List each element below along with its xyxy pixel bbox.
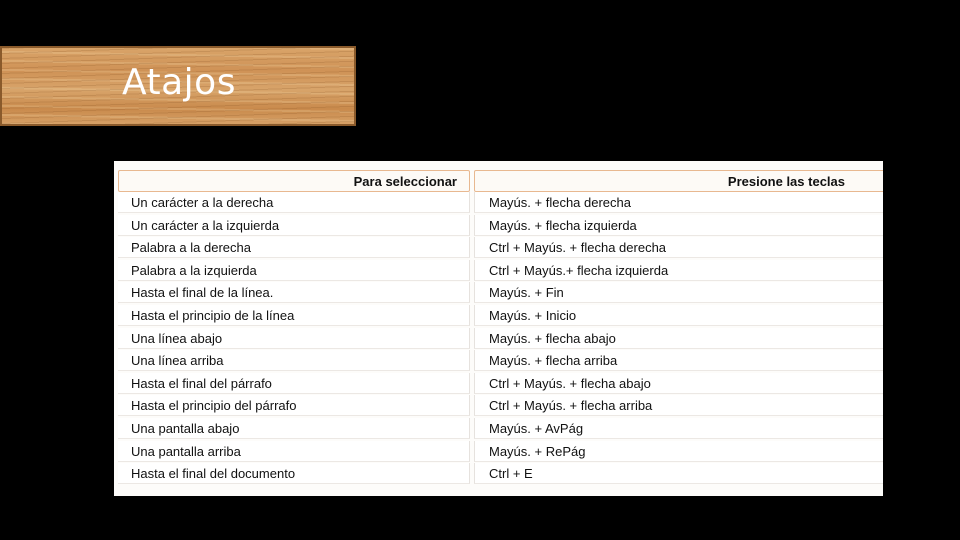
shortcuts-table — [114, 161, 883, 496]
table-row — [118, 192, 883, 213]
table-row — [118, 237, 883, 258]
shortcut-cell: Mayús. + flecha arriba — [474, 350, 883, 371]
shortcut-cell: Ctrl + Mayús. + flecha abajo — [474, 373, 883, 394]
header-keys: Presione las teclas — [474, 170, 883, 192]
table-row — [118, 260, 883, 281]
shortcut-cell: Mayús. + Inicio — [474, 305, 883, 326]
shortcut-cell: Ctrl + Mayús.+ flecha izquierda — [474, 260, 883, 281]
shortcut-cell: Mayús. + Fin — [474, 282, 883, 303]
table-row — [118, 282, 883, 303]
shortcut-cell: Ctrl + Mayús. + flecha derecha — [474, 237, 883, 258]
table-row — [118, 328, 883, 349]
table-row — [118, 441, 883, 462]
header-select: Para seleccionar — [118, 170, 470, 192]
shortcut-cell: Mayús. + RePág — [474, 441, 883, 462]
shortcut-cell: Ctrl + Mayús. + flecha arriba — [474, 395, 883, 416]
table-row — [118, 373, 883, 394]
table-row — [118, 418, 883, 439]
selection-cell: Un carácter a la izquierda — [118, 215, 470, 236]
table-header-row — [118, 170, 883, 192]
selection-cell: Hasta el final de la línea. — [118, 282, 470, 303]
slide-title: Atajos — [122, 62, 236, 103]
table-row — [118, 215, 883, 236]
shortcut-cell: Mayús. + flecha derecha — [474, 192, 883, 213]
table-row — [118, 463, 883, 484]
selection-cell: Un carácter a la derecha — [118, 192, 470, 213]
selection-cell: Una pantalla abajo — [118, 418, 470, 439]
selection-cell: Palabra a la derecha — [118, 237, 470, 258]
shortcut-cell: Mayús. + AvPág — [474, 418, 883, 439]
shortcut-cell: Ctrl + E — [474, 463, 883, 484]
table-row — [118, 350, 883, 371]
selection-cell: Hasta el principio del párrafo — [118, 395, 470, 416]
shortcut-cell: Mayús. + flecha izquierda — [474, 215, 883, 236]
title-plate — [0, 46, 356, 126]
selection-cell: Una pantalla arriba — [118, 441, 470, 462]
table-row — [118, 305, 883, 326]
selection-cell: Hasta el final del documento — [118, 463, 470, 484]
table-row — [118, 395, 883, 416]
selection-cell: Palabra a la izquierda — [118, 260, 470, 281]
shortcut-cell: Mayús. + flecha abajo — [474, 328, 883, 349]
selection-cell: Una línea arriba — [118, 350, 470, 371]
selection-cell: Hasta el principio de la línea — [118, 305, 470, 326]
selection-cell: Una línea abajo — [118, 328, 470, 349]
selection-cell: Hasta el final del párrafo — [118, 373, 470, 394]
